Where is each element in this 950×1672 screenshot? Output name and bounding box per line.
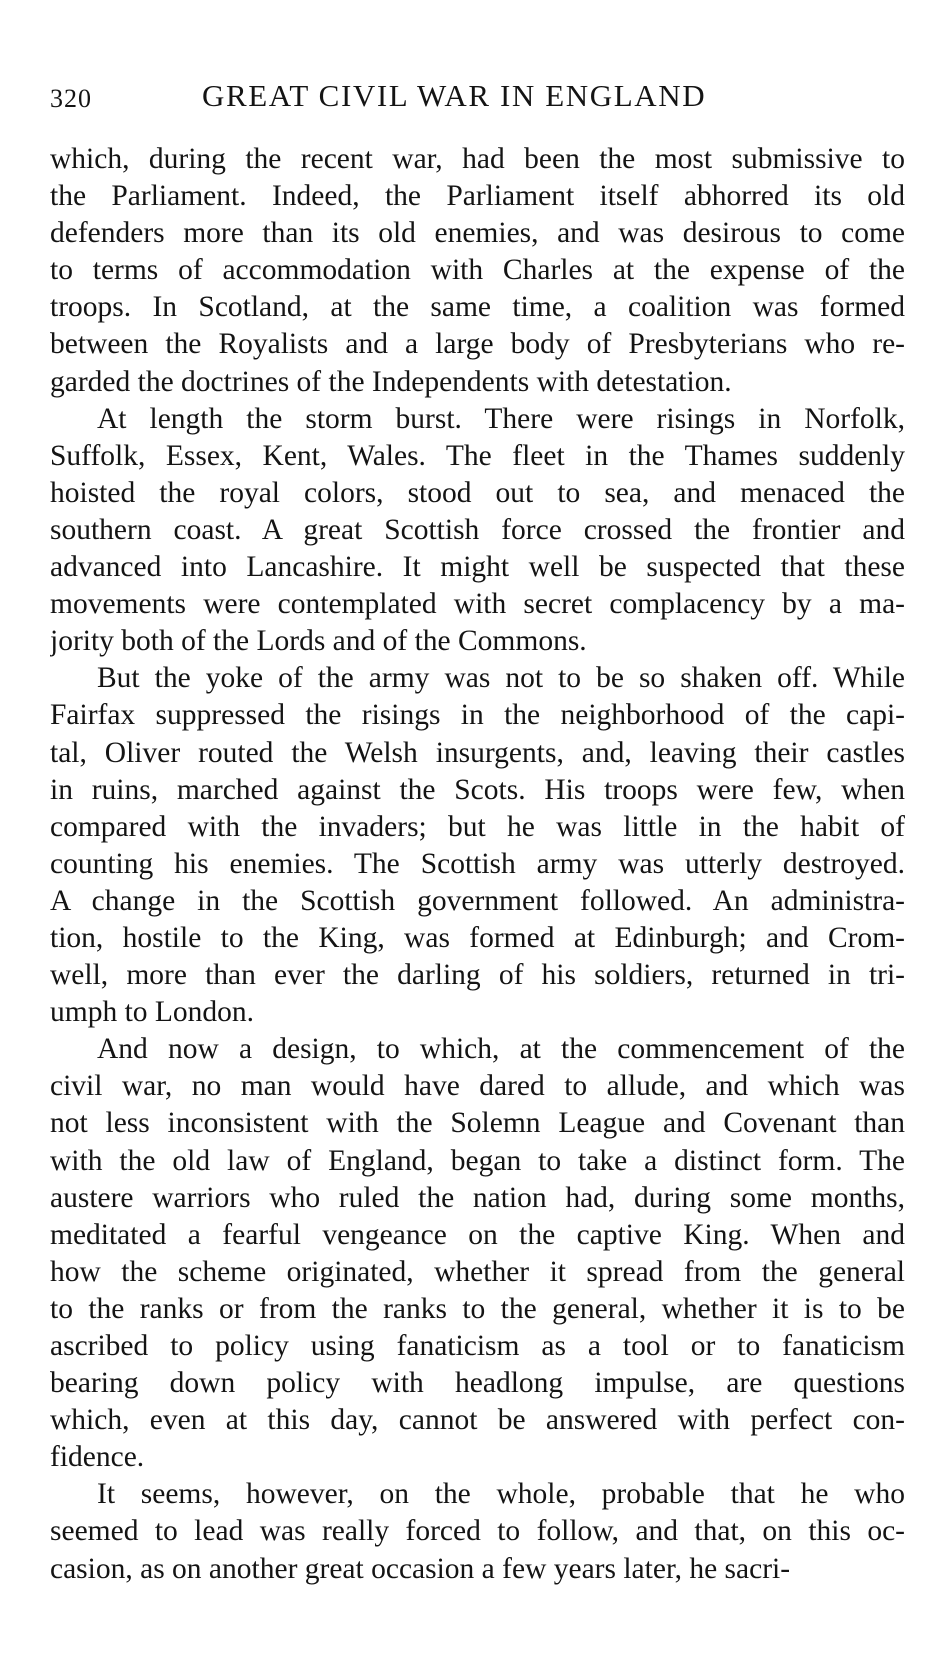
- paragraph: [50, 1476, 905, 1587]
- text-line: to terms of accommodation with Charles at the expense of the: [50, 254, 905, 287]
- paragraph: [50, 401, 905, 661]
- body-text: [50, 141, 905, 1588]
- text-line: At length the storm burst. There were risings in Norfolk,: [97, 402, 905, 435]
- text-line: tal, Oliver routed the Welsh insurgents, and, leaving their castles: [50, 736, 905, 769]
- text-line: advanced into Lancashire. It might well be suspected that these: [50, 551, 905, 584]
- text-line: to the ranks or from the ranks to the general, whether it is to be: [50, 1292, 905, 1325]
- text-line: jority both of the Lords and of the Commons.: [50, 625, 587, 658]
- text-line: It seems, however, on the whole, probable that he who: [97, 1478, 905, 1511]
- text-line: counting his enemies. The Scottish army was utterly destroyed.: [50, 847, 905, 880]
- text-line: And now a design, to which, at the commencement of the: [97, 1033, 905, 1066]
- text-line: casion, as on another great occasion a few years later, he sacri-: [50, 1552, 791, 1585]
- text-line: austere warriors who ruled the nation had, during some months,: [50, 1181, 905, 1214]
- text-line: which, even at this day, cannot be answered with perfect con-: [50, 1404, 905, 1437]
- running-head: [50, 78, 905, 118]
- running-title: GREAT CIVIL WAR IN ENGLAND: [202, 78, 707, 113]
- text-line: seemed to lead was really forced to follow, and that, on this oc-: [50, 1515, 905, 1548]
- text-line: with the old law of England, began to take a distinct form. The: [50, 1144, 905, 1177]
- text-line: defenders more than its old enemies, and was desirous to come: [50, 217, 905, 250]
- text-line: which, during the recent war, had been the most submissive to: [50, 143, 905, 175]
- text-line: meditated a fearful vengeance on the captive King. When and: [50, 1218, 905, 1251]
- text-line: the Parliament. Indeed, the Parliament itself abhorred its old: [50, 180, 905, 213]
- text-line: not less inconsistent with the Solemn League and Covenant than: [50, 1107, 905, 1140]
- page-number: 320: [50, 84, 92, 113]
- text-line: umph to London.: [50, 996, 255, 1029]
- paragraph: [50, 141, 905, 401]
- text-line: tion, hostile to the King, was formed at Edinburgh; and Crom-: [50, 921, 905, 954]
- text-line: bearing down policy with headlong impulse, are questions: [50, 1367, 905, 1400]
- paragraph: [50, 660, 905, 1031]
- text-line: troops. In Scotland, at the same time, a coalition was formed: [50, 291, 905, 324]
- text-line: how the scheme originated, whether it spread from the general: [50, 1255, 905, 1288]
- text-line: Suffolk, Essex, Kent, Wales. The fleet in the Thames suddenly: [50, 439, 905, 472]
- text-line: southern coast. A great Scottish force crossed the frontier and: [50, 513, 905, 546]
- text-line: ascribed to policy using fanaticism as a tool or to fanaticism: [50, 1330, 905, 1362]
- text-line: Fairfax suppressed the risings in the neighborhood of the capi-: [50, 699, 905, 732]
- text-line: But the yoke of the army was not to be so shaken off. While: [97, 662, 905, 695]
- text-line: between the Royalists and a large body of Presbyterians who re-: [50, 328, 905, 361]
- text-line: A change in the Scottish government followed. An administra-: [50, 884, 905, 917]
- text-line: hoisted the royal colors, stood out to sea, and menaced the: [50, 476, 905, 509]
- text-line: movements were contemplated with secret complacency by a ma-: [50, 588, 905, 621]
- text-line: fidence.: [50, 1441, 145, 1474]
- text-line: civil war, no man would have dared to allude, and which was: [50, 1070, 905, 1103]
- paragraph: [50, 1031, 905, 1476]
- text-line: in ruins, marched against the Scots. His troops were few, when: [50, 773, 905, 806]
- text-line: well, more than ever the darling of his soldiers, returned in tri-: [50, 959, 905, 992]
- text-line: garded the doctrines of the Independents with detestation.: [50, 365, 732, 398]
- text-line: compared with the invaders; but he was little in the habit of: [50, 810, 905, 843]
